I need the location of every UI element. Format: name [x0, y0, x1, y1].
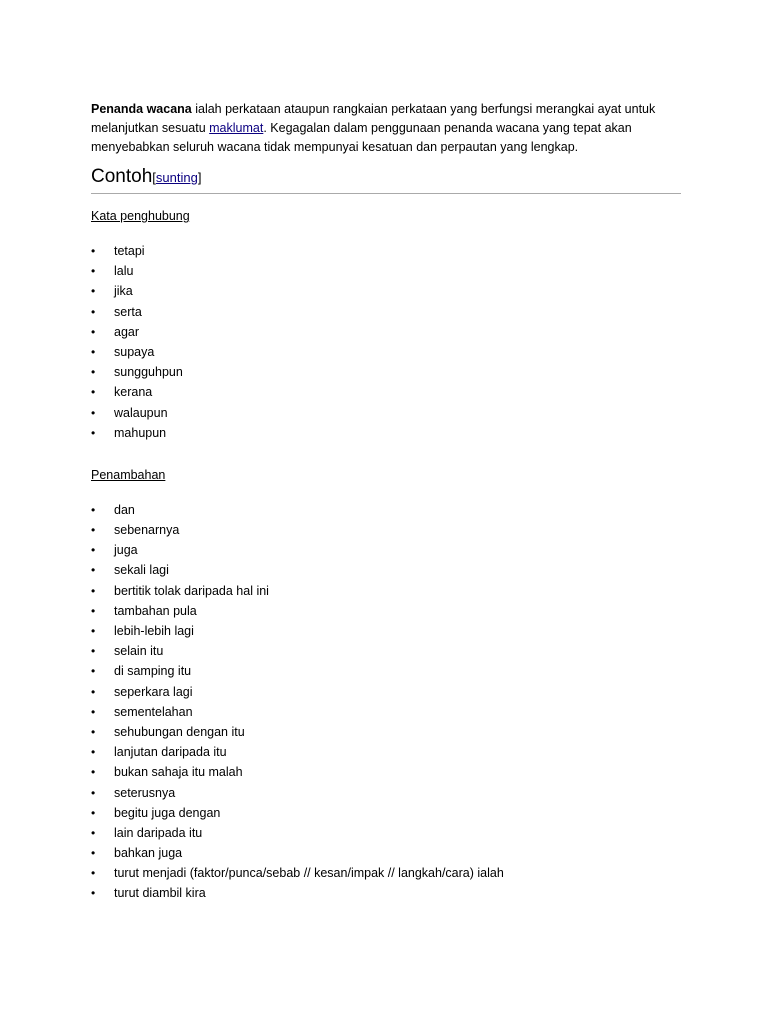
intro-term: Penanda wacana [91, 102, 192, 116]
list-item [91, 843, 681, 863]
list-item-text: serta [114, 304, 142, 319]
bullet-icon: • [91, 563, 96, 578]
list-item-text: sungguhpun [114, 365, 183, 380]
list-item-text: selain itu [114, 644, 164, 659]
bullet-icon: • [91, 603, 96, 618]
list-item-text: mahupun [114, 425, 167, 440]
list-item-text: seterusnya [114, 785, 176, 800]
list-item-text: seperkara lagi [114, 684, 193, 699]
bullet-icon: • [91, 825, 96, 840]
list-item [91, 302, 681, 322]
list-item [91, 581, 681, 601]
list-item-text: agar [114, 324, 140, 339]
list-item-text: sekali lagi [114, 563, 169, 578]
bullet-icon: • [91, 365, 96, 380]
list-item [91, 540, 681, 560]
intro-paragraph [91, 100, 681, 157]
list-item [91, 621, 681, 641]
list-item-text: lebih-lebih lagi [114, 624, 194, 638]
list-item-text: bukan sahaja itu malah [114, 765, 243, 780]
list-item-text: tetapi [114, 244, 145, 258]
list-item-text: kerana [114, 385, 153, 400]
list-item-text: bertitik tolak daripada hal ini [114, 583, 269, 598]
list-item-text: tambahan pula [114, 603, 197, 618]
list-item-text: walaupun [114, 405, 168, 420]
bullet-icon: • [91, 244, 96, 258]
intro-text-1: ialah perkataan ataupun rangkaian perkataan yang berfungsi merangkai ayat untuk melanjutkan sesuatu [91, 102, 656, 135]
group-heading-penambahan: Penambahan [91, 467, 166, 482]
list-item [91, 382, 681, 402]
bullet-icon: • [91, 425, 96, 440]
bullet-icon: • [91, 385, 96, 400]
list-item [91, 423, 681, 443]
list-item-text: supaya [114, 344, 155, 359]
bullet-icon: • [91, 785, 96, 800]
bullet-icon: • [91, 284, 96, 299]
edit-bracket-open: [ [152, 170, 156, 185]
bullet-icon: • [91, 624, 96, 638]
bullet-icon: • [91, 684, 96, 699]
intro-text-2: . Kegagalan dalam penggunaan penanda wacana yang tepat akan menyebabkan seluruh wacana tidak mempunyai kesatuan dan perpautan yang lengkap. [91, 121, 632, 154]
list-item [91, 520, 681, 540]
list-item-text: sehubungan dengan itu [114, 724, 245, 739]
list-item-text: turut diambil kira [114, 886, 206, 901]
list-item [91, 702, 681, 722]
bullet-icon: • [91, 502, 96, 517]
bullet-icon: • [91, 264, 96, 279]
list-item-text: sementelahan [114, 704, 193, 719]
list-item-text: jika [114, 284, 133, 299]
list-item [91, 362, 681, 382]
list-kata-penghubung [91, 241, 681, 443]
list-item [91, 742, 681, 762]
bullet-icon: • [91, 745, 96, 760]
bullet-icon: • [91, 523, 96, 538]
list-item [91, 863, 681, 883]
list-item [91, 783, 681, 803]
group-heading-kata-penghubung: Kata penghubung [91, 209, 190, 223]
list-item [91, 322, 681, 342]
list-item [91, 403, 681, 423]
bullet-icon: • [91, 304, 96, 319]
list-item-text: lain daripada itu [114, 825, 203, 840]
list-item-text: bahkan juga [114, 846, 183, 861]
bullet-icon: • [91, 724, 96, 739]
list-item [91, 601, 681, 621]
list-item [91, 883, 681, 903]
bullet-icon: • [91, 324, 96, 339]
bullet-icon: • [91, 644, 96, 659]
list-item [91, 661, 681, 681]
bullet-icon: • [91, 543, 96, 558]
list-item-text: dan [114, 502, 135, 517]
edit-section-link[interactable]: sunting [155, 170, 198, 185]
list-item [91, 722, 681, 742]
list-item [91, 641, 681, 661]
document-page [91, 100, 681, 904]
list-item-text: sebenarnya [114, 523, 180, 538]
bullet-icon: • [91, 886, 96, 901]
bullet-icon: • [91, 846, 96, 861]
section-heading-contoh [91, 165, 681, 194]
list-item [91, 261, 681, 281]
bullet-icon: • [91, 405, 96, 420]
list-item [91, 500, 681, 520]
list-item [91, 762, 681, 782]
bullet-icon: • [91, 866, 96, 881]
maklumat-link[interactable]: maklumat [209, 121, 264, 135]
list-item-text: turut menjadi (faktor/punca/sebab // kesan/impak // langkah/cara) ialah [114, 866, 504, 881]
list-item-text: begitu juga dengan [114, 805, 221, 820]
list-item [91, 682, 681, 702]
bullet-icon: • [91, 583, 96, 598]
bullet-icon: • [91, 704, 96, 719]
list-item-text: juga [114, 543, 138, 558]
list-item [91, 342, 681, 362]
edit-bracket-close: ] [197, 170, 202, 185]
list-item [91, 241, 681, 261]
section-title: Contoh [91, 166, 153, 187]
list-item [91, 823, 681, 843]
list-item [91, 560, 681, 580]
list-item [91, 281, 681, 301]
bullet-icon: • [91, 765, 96, 780]
bullet-icon: • [91, 805, 96, 820]
bullet-icon: • [91, 664, 96, 679]
list-item-text: lanjutan daripada itu [114, 745, 227, 760]
list-item-text: di samping itu [114, 664, 192, 679]
list-item [91, 803, 681, 823]
list-penambahan [91, 500, 681, 904]
list-item-text: lalu [114, 264, 134, 279]
bullet-icon: • [91, 344, 96, 359]
